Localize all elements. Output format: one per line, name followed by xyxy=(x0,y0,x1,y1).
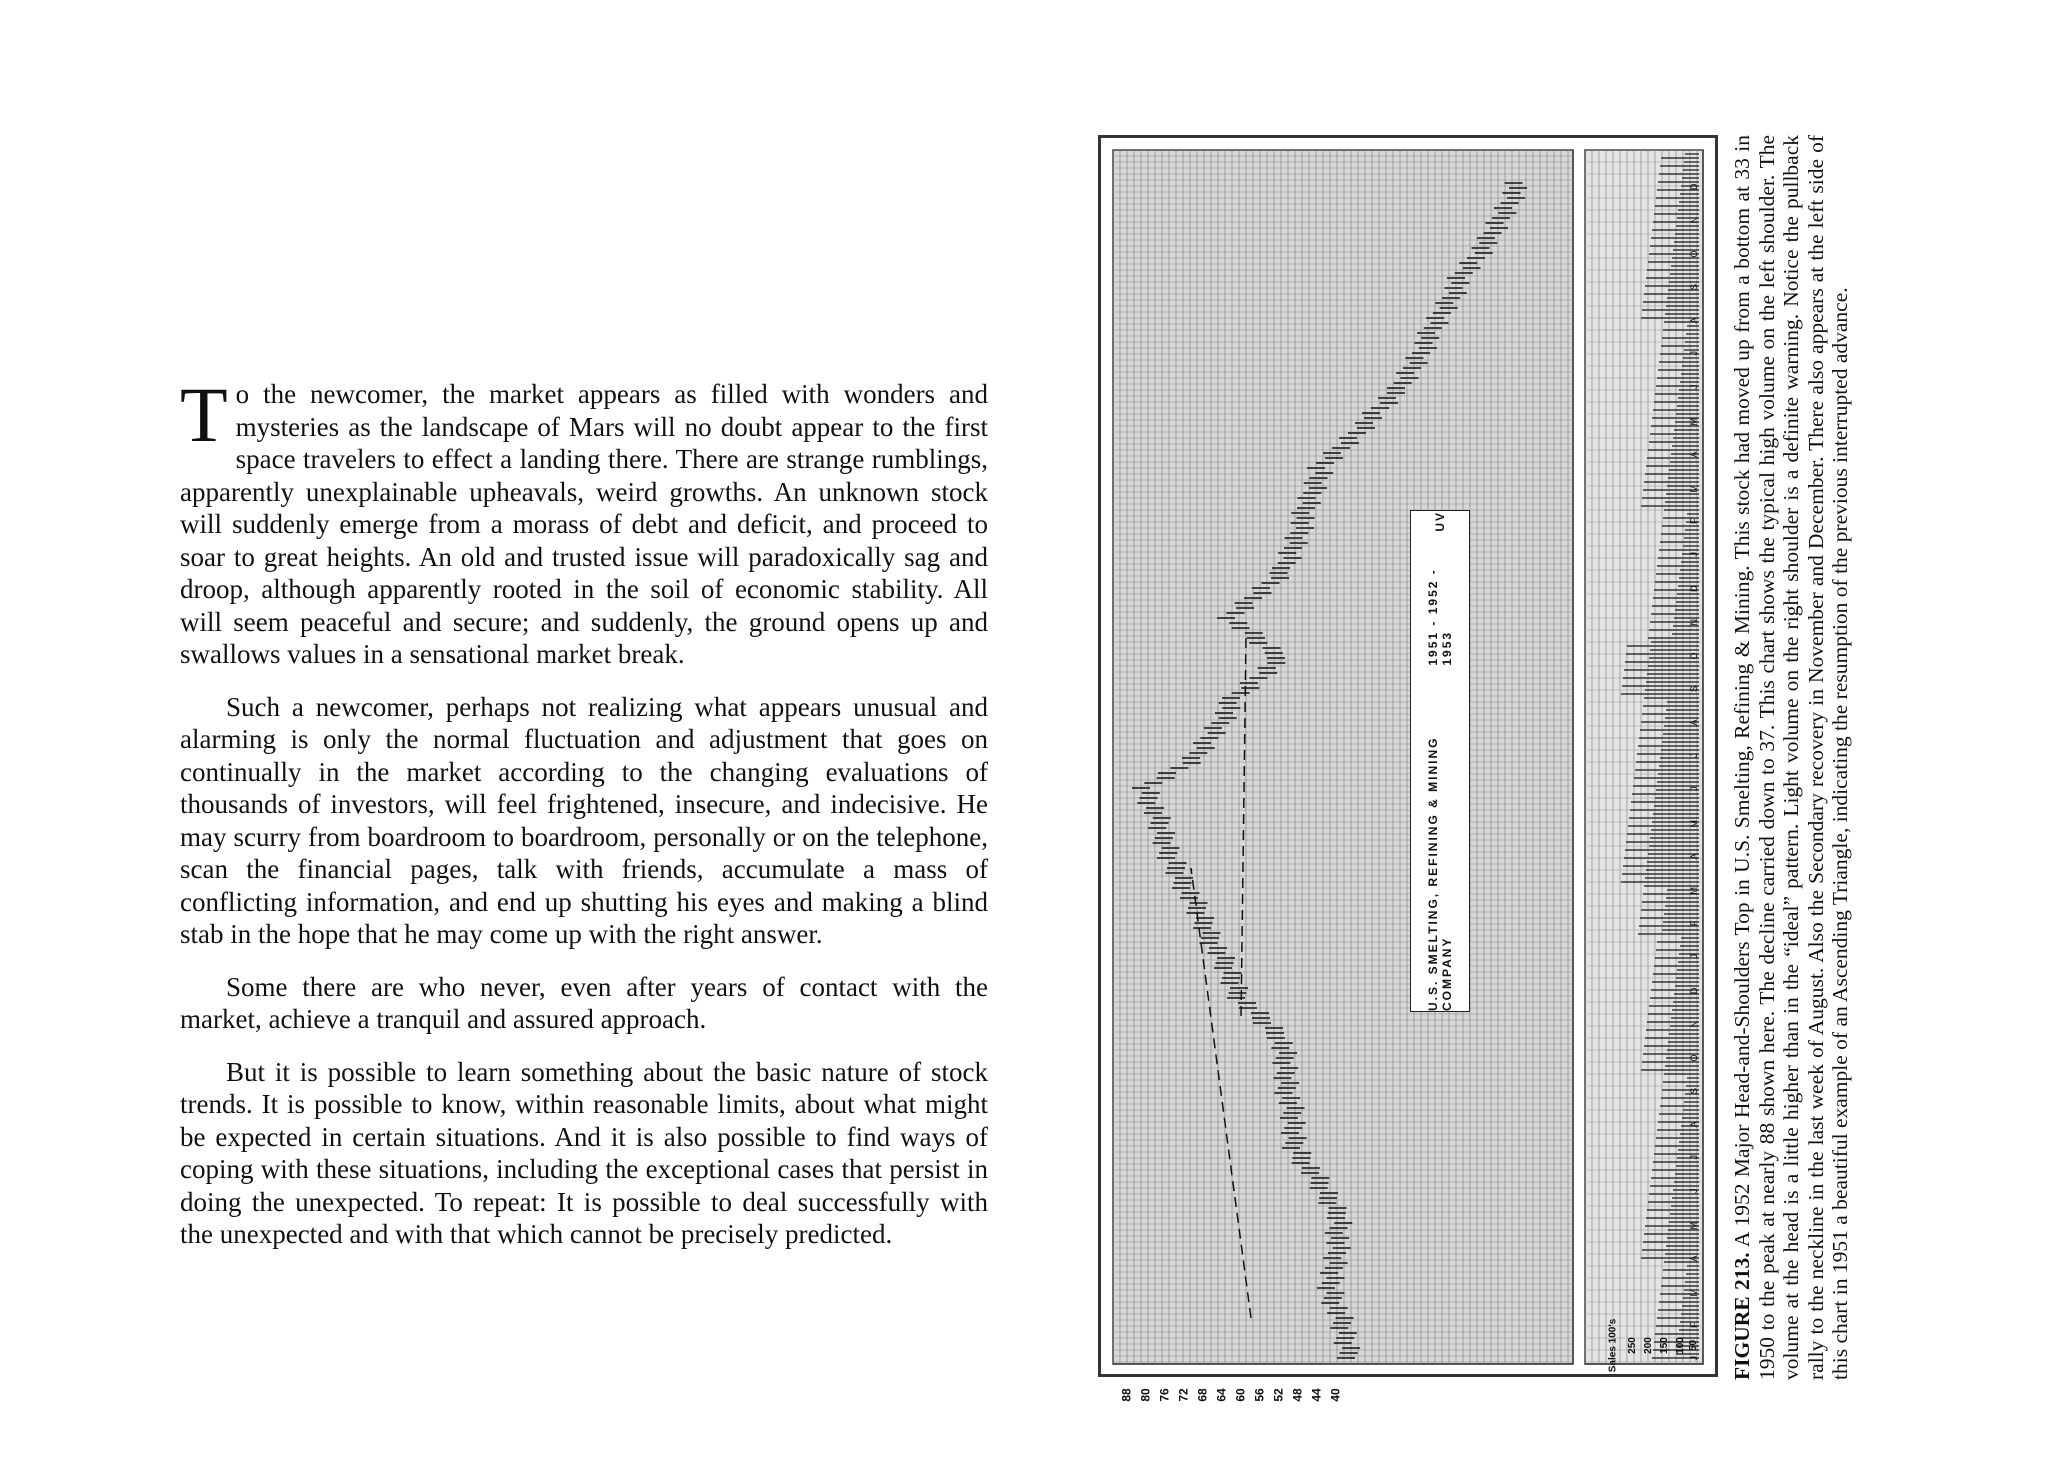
month-label: M xyxy=(1689,418,1699,426)
month-label: D xyxy=(1689,585,1699,592)
month-label: D xyxy=(1689,987,1699,994)
volume-tick-label: 200 xyxy=(1642,1337,1654,1354)
month-label: O xyxy=(1689,250,1699,258)
price-axis xyxy=(1120,1388,1352,1414)
month-label: J xyxy=(1689,786,1699,791)
month-label: J xyxy=(1689,753,1699,758)
chart-title-company: U.S. SMELTING, REFINING & MINING COMPANY xyxy=(1426,736,1454,1011)
month-label: F xyxy=(1689,920,1699,926)
month-label: O xyxy=(1689,652,1699,660)
month-label: D xyxy=(1689,183,1699,190)
price-tick-label: 88 xyxy=(1119,1388,1134,1402)
paragraph-1 xyxy=(180,371,988,671)
volume-tick-label: 100 xyxy=(1674,1337,1686,1354)
figure-caption-text: A 1952 Major Head-and-Shoulders Top in U.S. Smelting, Refining & Mining. This stock had moved up from a bottom at 33 in 1950 to the peak at nearly 88 shown here. The decline carried down to 37. This chart shows the typical high volume on the left shoulder. The volume at the head is a little higher than in the “ideal” pattern. Light volume on the right shoulder is a definite warning. Notice the pullback rally to the neckline in the last week of August. Also the Secondary recovery in November and December. There also appears at the left side of this chart in 1951 a beautiful example of an Ascending Triangle, indicating the resumption of the previous interrupted advance. xyxy=(1730,135,1852,1380)
month-label: J xyxy=(1689,1188,1699,1193)
body-text-column xyxy=(180,371,988,1271)
month-label: M xyxy=(1689,1222,1699,1230)
price-tick-label: 40 xyxy=(1328,1388,1343,1402)
month-label: M xyxy=(1689,887,1699,895)
volume-tick-label: 150 xyxy=(1658,1337,1670,1354)
month-label: A xyxy=(1689,1255,1699,1262)
month-label: M xyxy=(1689,820,1699,828)
month-label: F xyxy=(1689,1322,1699,1328)
month-label: S xyxy=(1689,686,1699,693)
month-label: S xyxy=(1689,284,1699,291)
price-tick-label: 64 xyxy=(1214,1388,1229,1402)
chart-title xyxy=(1411,511,1469,1011)
volume-axis xyxy=(1586,1318,1706,1400)
month-label: F xyxy=(1689,518,1699,524)
chart-title-years: 1951 - 1952 - 1953 xyxy=(1426,568,1454,666)
volume-tick-label: 50 xyxy=(1688,1339,1700,1352)
figure-caption-wrapper xyxy=(1730,135,1880,1380)
price-tick-label: 72 xyxy=(1176,1388,1191,1402)
price-tick-label: 56 xyxy=(1252,1388,1267,1402)
month-label: J xyxy=(1689,1155,1699,1160)
month-label: N xyxy=(1689,1021,1699,1028)
month-label: A xyxy=(1689,317,1699,324)
month-label: A xyxy=(1689,719,1699,726)
month-label: A xyxy=(1689,451,1699,458)
stock-chart-graphic xyxy=(1101,138,1715,1374)
paragraph-1-text: o the newcomer, the market appears as filled with wonders and mysteries as the landscape of Mars will no doubt appear to the first space travelers to effect a landing there. There are strange rumblings, apparently unexplainable upheavals, weird growths. An unknown stock will suddenly emerge from a morass of debt and deficit, and proceed to soar to great heights. An old and trusted issue will paradoxically sag and droop, although apparently rooted in the soil of economic stability. All will seem peaceful and secure; and suddenly, the ground opens up and swallows values in a sensational market break. xyxy=(180,379,988,669)
month-label: A xyxy=(1689,1121,1699,1128)
paragraph-3: Some there are who never, even after years of contact with the market, achieve a tranquil and assured approach. xyxy=(180,971,988,1034)
month-label: M xyxy=(1689,1289,1699,1297)
chart-title-box xyxy=(1410,510,1470,1012)
month-label: J xyxy=(1689,1356,1699,1361)
price-tick-label: 48 xyxy=(1290,1388,1305,1402)
paragraph-4: But it is possible to learn something about the basic nature of stock trends. It is possible to know, within reasonable limits, about what might be expected in certain situations. And it is also possible to find ways of coping with these situations, including the exceptional cases that persist in doing the unexpected. To repeat: It is possible to deal successfully with the unexpected and with that which cannot be precisely predicted. xyxy=(180,1056,988,1249)
drop-cap: T xyxy=(180,371,228,458)
month-label: O xyxy=(1689,1054,1699,1062)
sales-axis-label: Sales 100's xyxy=(1607,1318,1619,1373)
price-tick-label: 76 xyxy=(1157,1388,1172,1402)
price-tick-label: 52 xyxy=(1271,1388,1286,1402)
price-tick-label: 80 xyxy=(1138,1388,1153,1402)
volume-tick-label: 250 xyxy=(1626,1337,1638,1354)
month-label: J xyxy=(1689,954,1699,959)
month-label: J xyxy=(1689,384,1699,389)
month-label: N xyxy=(1689,619,1699,626)
figure-label: FIGURE 213. xyxy=(1730,1252,1754,1380)
price-tick-label: 60 xyxy=(1233,1388,1248,1402)
month-label: J xyxy=(1689,351,1699,356)
stock-chart-figure xyxy=(1098,135,1718,1377)
price-tick-label: 68 xyxy=(1195,1388,1210,1402)
chart-title-ticker: UV xyxy=(1433,511,1447,532)
figure-caption xyxy=(1730,135,1880,1380)
month-label: N xyxy=(1689,217,1699,224)
paragraph-2: Such a newcomer, perhaps not realizing what appears unusual and alarming is only the normal fluctuation and adjustment that goes on continually in the market according to the changing evaluations of thousands of investors, will feel frightened, insecure, and indecisive. He may scurry from boardroom to boardroom, personally or on the telephone, scan the financial pages, talk with friends, accumulate a mass of conflicting information, and end up shutting his eyes and making a blind stab in the hope that he may come up with the right answer. xyxy=(180,691,988,949)
price-tick-label: 44 xyxy=(1309,1388,1324,1402)
month-label: J xyxy=(1689,552,1699,557)
month-label: A xyxy=(1689,853,1699,860)
month-label: M xyxy=(1689,485,1699,493)
month-label: S xyxy=(1689,1088,1699,1095)
